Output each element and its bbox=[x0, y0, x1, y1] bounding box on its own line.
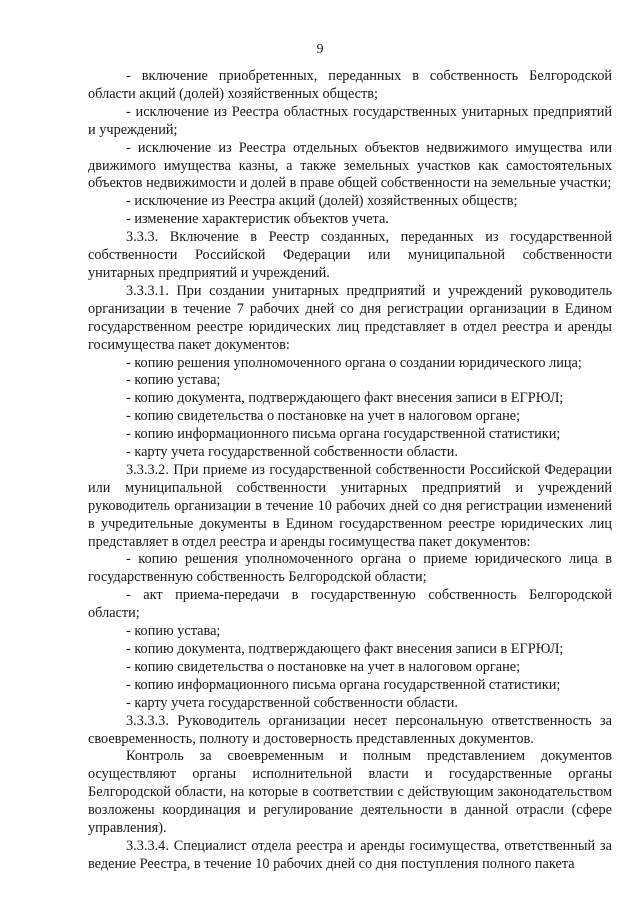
paragraph: - копию информационного письма органа государственной статистики; bbox=[126, 426, 561, 443]
paragraph: - копию документа, подтверждающего факт внесения записи в ЕГРЮЛ; bbox=[126, 641, 564, 657]
paragraph: - копию документа, подтверждающего факт внесения записи в ЕГРЮЛ; bbox=[126, 390, 564, 407]
paragraph: 3.3.3.2. При приеме из государственной собственности Российской Федерации или муниципальной собственности унитарных предприятий и учреждений руководитель организации в течение 10 рабочих дней со дня регистрации изменений в учредительные документы в Едином государственном реестре юридических лиц представляет в отдел реестра и аренды госимущества пакет документов: bbox=[88, 461, 612, 550]
paragraph: - исключение из Реестра отдельных объектов недвижимого имущества или движимого имущества казны, а также земельных участков как самостоятельных объектов недвижимости и долей в праве общей собственности на земельные участки; bbox=[88, 139, 612, 192]
paragraph: 3.3.3. Включение в Реестр созданных, переданных из государственной собственности Российской Федерации или муниципальной собственности унитарных предприятий и учреждений. bbox=[88, 229, 612, 281]
paragraph: - копию свидетельства о постановке на учет в налоговом органе; bbox=[126, 658, 521, 675]
paragraph: 3.3.3.3. Руководитель организации несет персональную ответственность за своевременность, полноту и достоверность представленных документов. bbox=[88, 712, 612, 747]
paragraph: - копию решения уполномоченного органа о приеме юридического лица в государственную собственность Белгородской области; bbox=[88, 551, 612, 586]
paragraph: - исключение из Реестра областных государственных унитарных предприятий и учреждений; bbox=[88, 103, 612, 138]
paragraph: - копию устава; bbox=[126, 372, 221, 389]
paragraph: - исключение из Реестра акций (долей) хозяйственных обществ; bbox=[126, 193, 518, 210]
paragraph: - копию свидетельства о постановке на учет в налоговом органе; bbox=[126, 408, 521, 425]
paragraph: - копию решения уполномоченного органа о создании юридического лица; bbox=[126, 354, 582, 371]
paragraph: - изменение характеристик объектов учета. bbox=[126, 211, 389, 228]
paragraph: - карту учета государственной собственности области. bbox=[126, 444, 459, 461]
paragraph: 3.3.3.4. Специалист отдела реестра и аренды госимущества, ответственный за ведение Реестра, в течение 10 рабочих дней со дня поступления полного пакета bbox=[88, 837, 612, 872]
paragraph: - акт приема-передачи в государственную собственность Белгородской области; bbox=[88, 587, 612, 622]
paragraph: - включение приобретенных, переданных в собственность Белгородской области акций (долей) хозяйственных обществ; bbox=[88, 68, 612, 102]
paragraph: 3.3.3.1. При создании унитарных предприятий и учреждений руководитель организации в течение 7 рабочих дней со дня регистрации организации в Едином государственном реестре юридических лиц представляет в отдел реестра и аренды госимущества пакет документов: bbox=[88, 282, 612, 353]
paragraph: - копию информационного письма органа государственной статистики; bbox=[126, 676, 561, 693]
page-number: 9 bbox=[316, 42, 324, 57]
document-body bbox=[88, 68, 612, 874]
paragraph: Контроль за своевременным и полным представлением документов осуществляют органы исполнительной власти и государственные органы Белгородской области, на которые в соответствии с действующим законодательством возложены координация и регулирование деятельности в данной отрасли (сфере управления). bbox=[88, 748, 612, 837]
paragraph: - карту учета государственной собственности области. bbox=[126, 694, 459, 711]
paragraph: - копию устава; bbox=[126, 623, 221, 640]
